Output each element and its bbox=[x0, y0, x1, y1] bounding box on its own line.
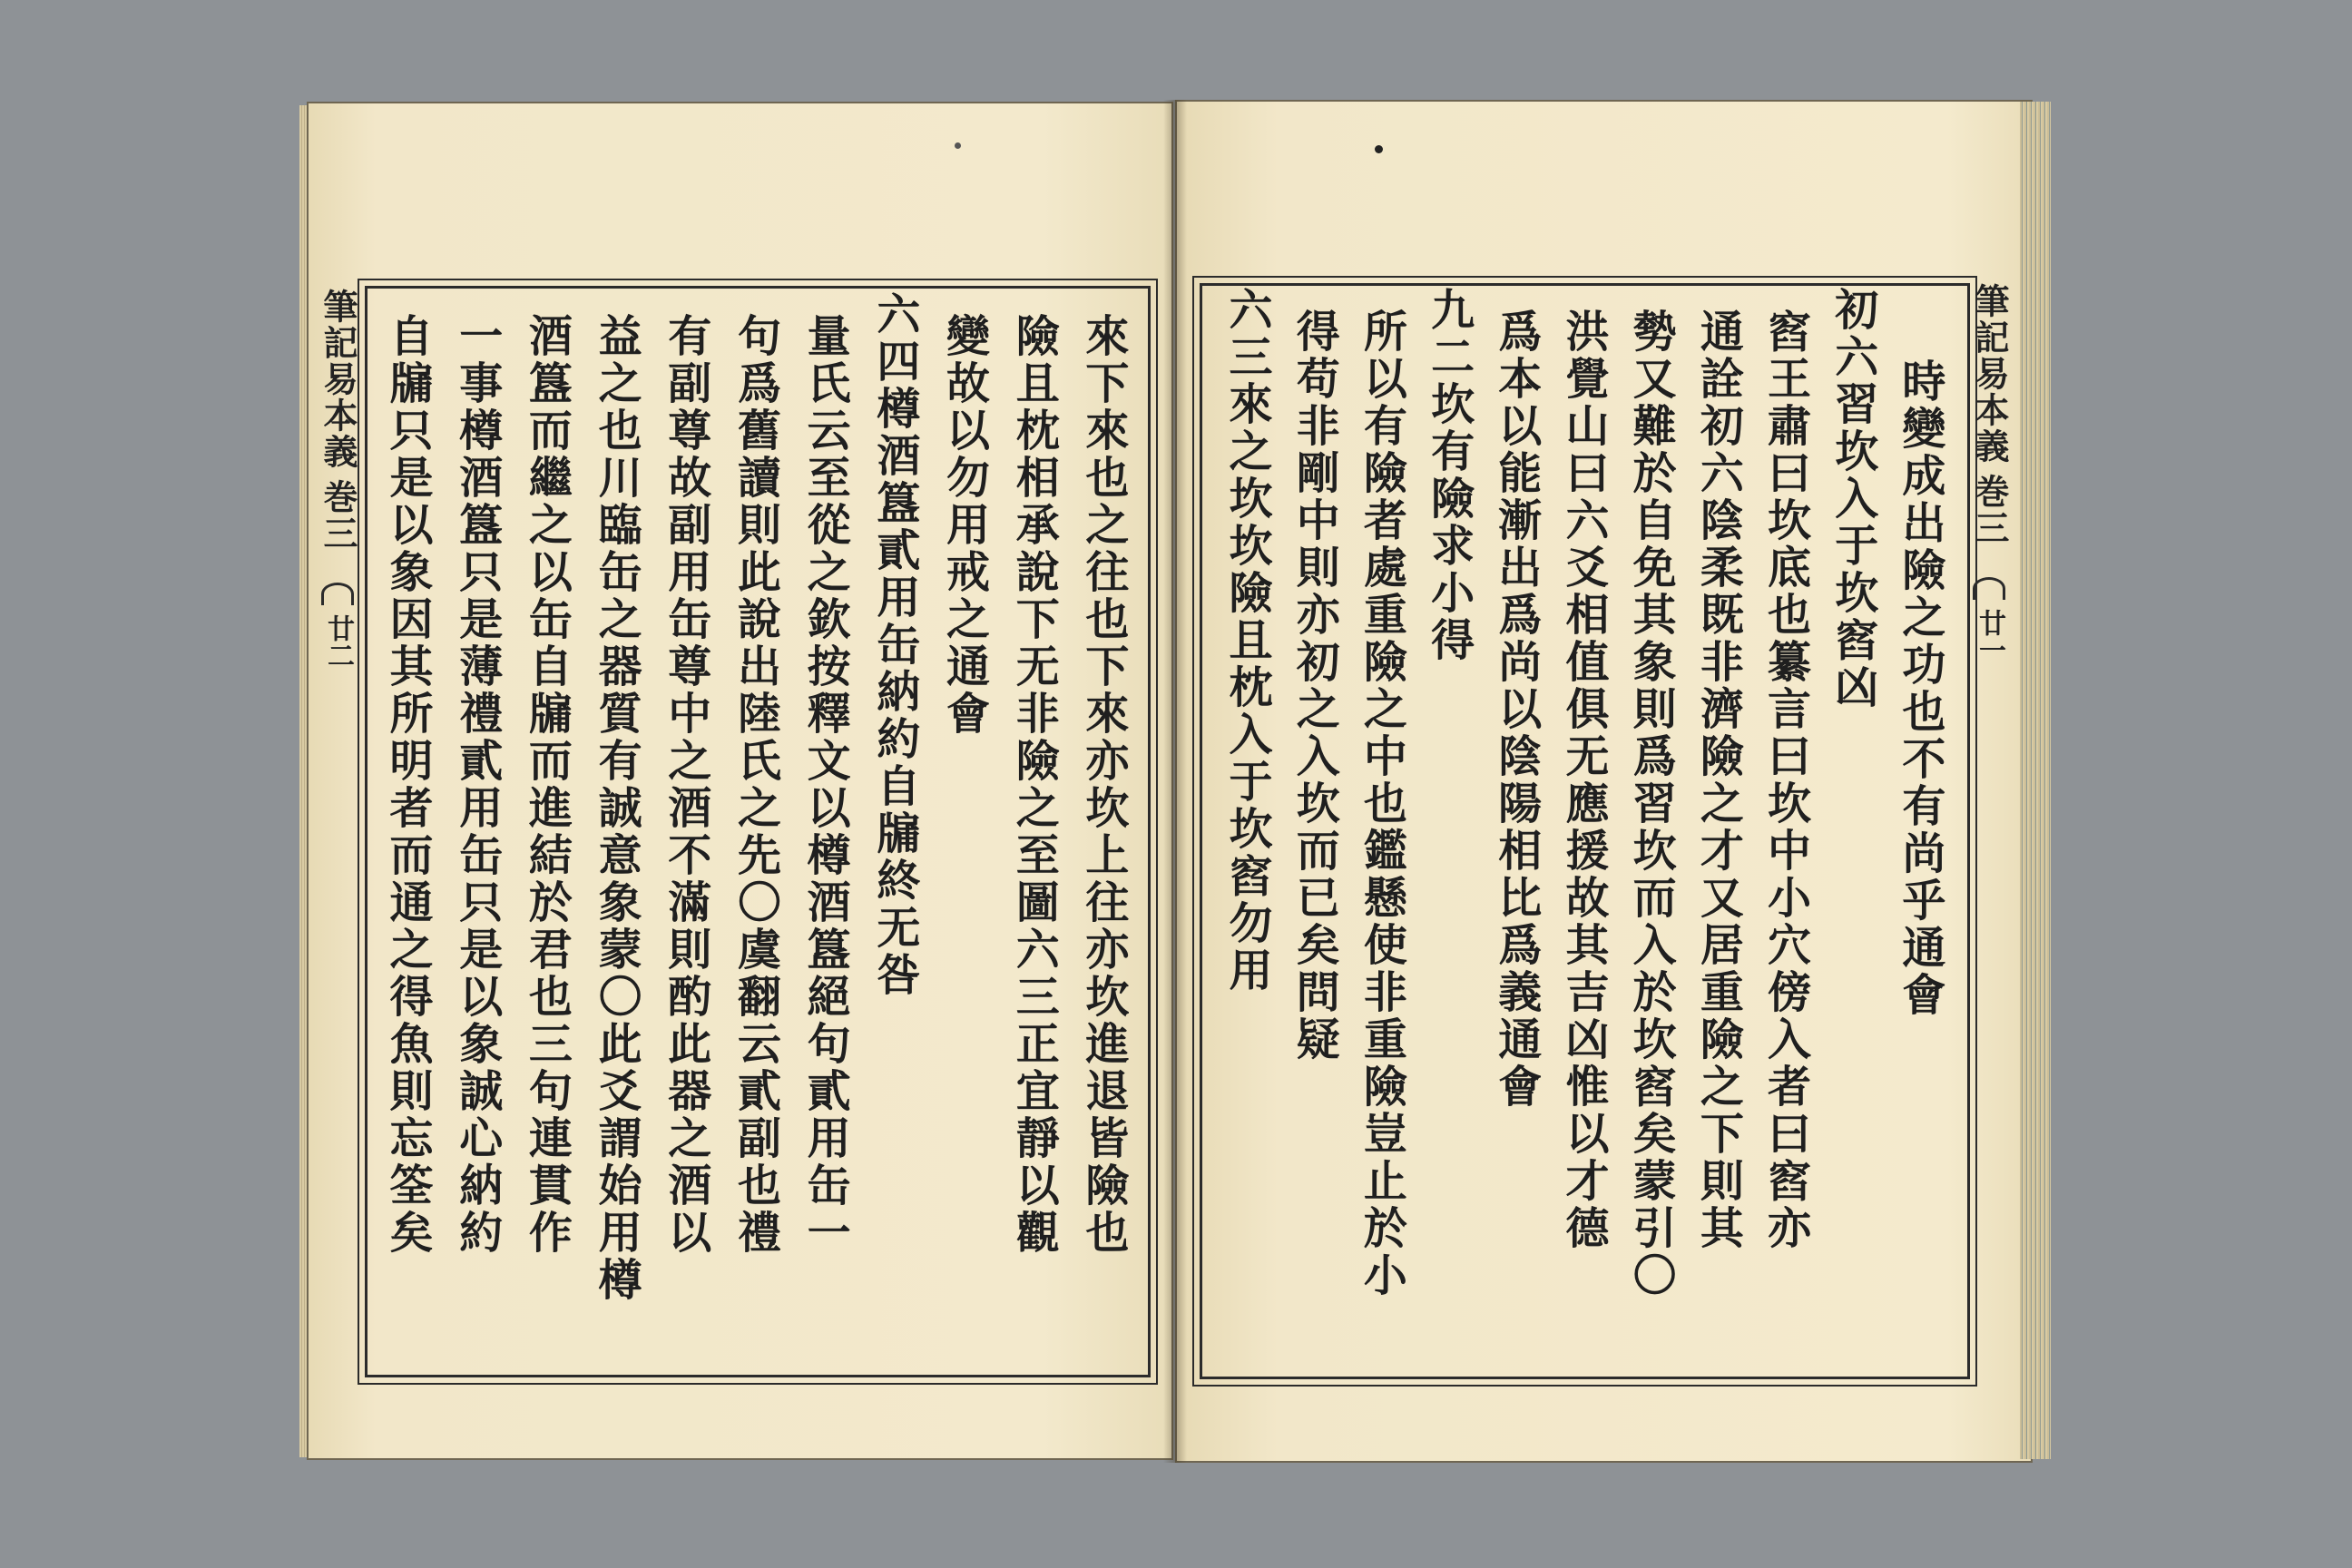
text-column: 所以有險者處重險之中也鑑懸使非重險豈止於小 bbox=[1356, 309, 1407, 1299]
text-column: 來下來也之往也下來亦坎上往亦坎進退皆險也 bbox=[1077, 313, 1129, 1257]
text-column: 自牖只是以象因其所明者而通之得魚則忘筌矣 bbox=[382, 313, 433, 1257]
text-column: 變故以勿用戒之通會 bbox=[938, 313, 990, 738]
fishtail-mark bbox=[1973, 577, 2005, 600]
text-column: 酒簋而繼之以缶自牖而進結於君也三句連貫作 bbox=[521, 313, 573, 1257]
ink-spot bbox=[955, 142, 961, 149]
right-leaf-number: 廿一 bbox=[1974, 609, 2005, 663]
text-column: 九二坎有險求小得 bbox=[1423, 287, 1475, 664]
right-margin-title: 筆記易本義 bbox=[1969, 283, 2010, 465]
left-margin-column bbox=[319, 289, 356, 1377]
text-column: 六三來之坎坎險且枕入于坎窞勿用 bbox=[1221, 287, 1272, 995]
right-text-columns bbox=[1221, 287, 1945, 1352]
right-margin-volume: 巻三 bbox=[1969, 474, 2010, 546]
text-column: 益之也川臨缶之器質有誠意象蒙〇此爻謂始用樽 bbox=[591, 313, 642, 1304]
text-column: 窞王肅曰坎底也纂言曰坎中小穴傍入者曰窞亦 bbox=[1759, 309, 1811, 1252]
fishtail-mark bbox=[321, 583, 354, 605]
text-column: 時變成出險之功也不有尚乎通會 bbox=[1894, 358, 1945, 1019]
text-column: 洪覺山曰六爻相值俱无應援故其吉凶惟以才德 bbox=[1557, 309, 1609, 1252]
text-column: 通詮初六陰柔既非濟險之才又居重險之下則其 bbox=[1692, 309, 1744, 1252]
right-page-edge bbox=[2020, 102, 2051, 1459]
text-column: 有副尊故副用缶尊中之酒不滿則酌此器之酒以 bbox=[660, 313, 711, 1257]
text-column: 一事樽酒簋只是薄禮貳用缶只是以象誠心納約 bbox=[451, 313, 503, 1257]
text-column: 險且枕相承說下无非險之至圖六三正宜靜以觀 bbox=[1008, 313, 1060, 1257]
text-column: 爲本以能漸出爲尚以陰陽相比爲義通會 bbox=[1490, 309, 1542, 1111]
left-leaf-number: 廿二 bbox=[322, 614, 354, 669]
left-text-columns bbox=[382, 291, 1129, 1357]
book-gutter bbox=[1163, 100, 1187, 1463]
left-margin-volume: 巻三 bbox=[318, 479, 358, 552]
text-column: 句爲舊讀則此說出陸氏之先〇虞翻云貳副也禮 bbox=[730, 313, 781, 1257]
ink-spot bbox=[1375, 145, 1383, 153]
text-column: 勢又難於自免其象則爲習坎而入於坎窞矣蒙引〇 bbox=[1625, 309, 1677, 1299]
text-column: 得苟非剛中則亦初之入坎而已矣問疑 bbox=[1289, 309, 1340, 1063]
right-margin-column bbox=[1969, 283, 2010, 1377]
text-column: 初六習坎入于坎窞凶 bbox=[1827, 287, 1878, 711]
left-margin-title: 筆記易本義 bbox=[318, 289, 358, 470]
text-column: 量氏云至從之欽按釋文以樽酒簋絕句貳用缶一 bbox=[799, 313, 851, 1257]
text-column: 六四樽酒簋貳用缶納約自牖終无咎 bbox=[868, 291, 920, 999]
